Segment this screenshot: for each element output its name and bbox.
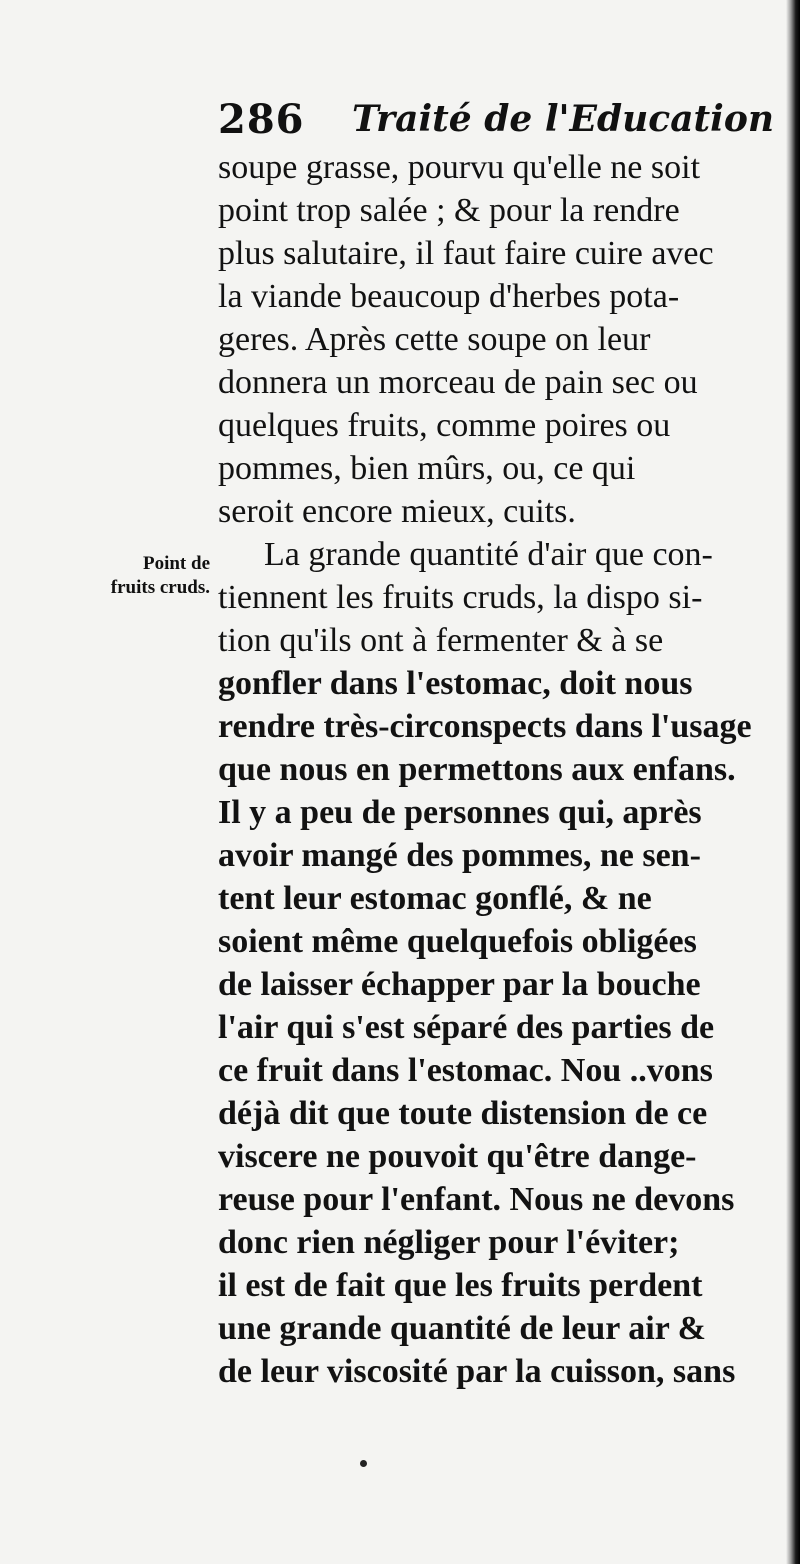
text-line: donnera un morceau de pain sec ou [218,364,698,401]
text-line: tent leur estomac gonflé, & ne [218,880,652,917]
text-line: de leur viscosité par la cuisson, sans [218,1353,736,1390]
text-line: viscere ne pouvoit qu'être dange- [218,1138,697,1175]
ink-dot [360,1460,367,1467]
text-line: point trop salée ; & pour la rendre [218,192,680,229]
paragraph-start-line: La grande quantité d'air que con- [264,536,713,573]
text-line: soient même quelquefois obligées [218,923,697,960]
text-line: l'air qui s'est séparé des parties de [218,1009,715,1046]
text-line: il est de fait que les fruits perdent [218,1267,703,1304]
text-line: reuse pour l'enfant. Nous ne devons [218,1181,735,1218]
text-line: déjà dit que toute distension de ce [218,1095,708,1132]
margin-note-line: Point de [142,553,210,574]
text-line: geres. Après cette soupe on leur [218,321,651,358]
running-title: Traité de l'Education [352,98,775,140]
body-text [218,146,786,1393]
text-line: la viande beaucoup d'herbes pota- [218,278,680,315]
text-line: ce fruit dans l'estomac. Nou ..vons [218,1052,713,1089]
text-line: tiennent les fruits cruds, la dispo si- [218,579,703,616]
margin-note-line: fruits cruds. [110,577,210,598]
text-line: que nous en permettons aux enfans. [218,751,736,788]
text-line: pommes, bien mûrs, ou, ce qui [218,450,636,487]
text-line: avoir mangé des pommes, ne sen- [218,837,701,874]
text-line: de laisser échapper par la bouche [218,966,701,1003]
page-number: 286 [218,96,305,143]
text-line: rendre très-circonspects dans l'usage [218,708,752,745]
text-line: seroit encore mieux, cuits. [218,493,576,530]
text-line: gonfler dans l'estomac, doit nous [218,665,693,702]
text-line: plus salutaire, il faut faire cuire avec [218,235,714,272]
text-line: une grande quantité de leur air & [218,1310,706,1347]
text-line: soupe grasse, pourvu qu'elle ne soit [218,149,701,186]
text-line: quelques fruits, comme poires ou [218,407,671,444]
text-line: tion qu'ils ont à fermenter & à se [218,622,664,659]
text-line: Il y a peu de personnes qui, après [218,794,702,831]
text-line: donc rien négliger pour l'éviter; [218,1224,680,1261]
margin-note [50,552,210,600]
page-edge-shadow [786,0,800,1564]
